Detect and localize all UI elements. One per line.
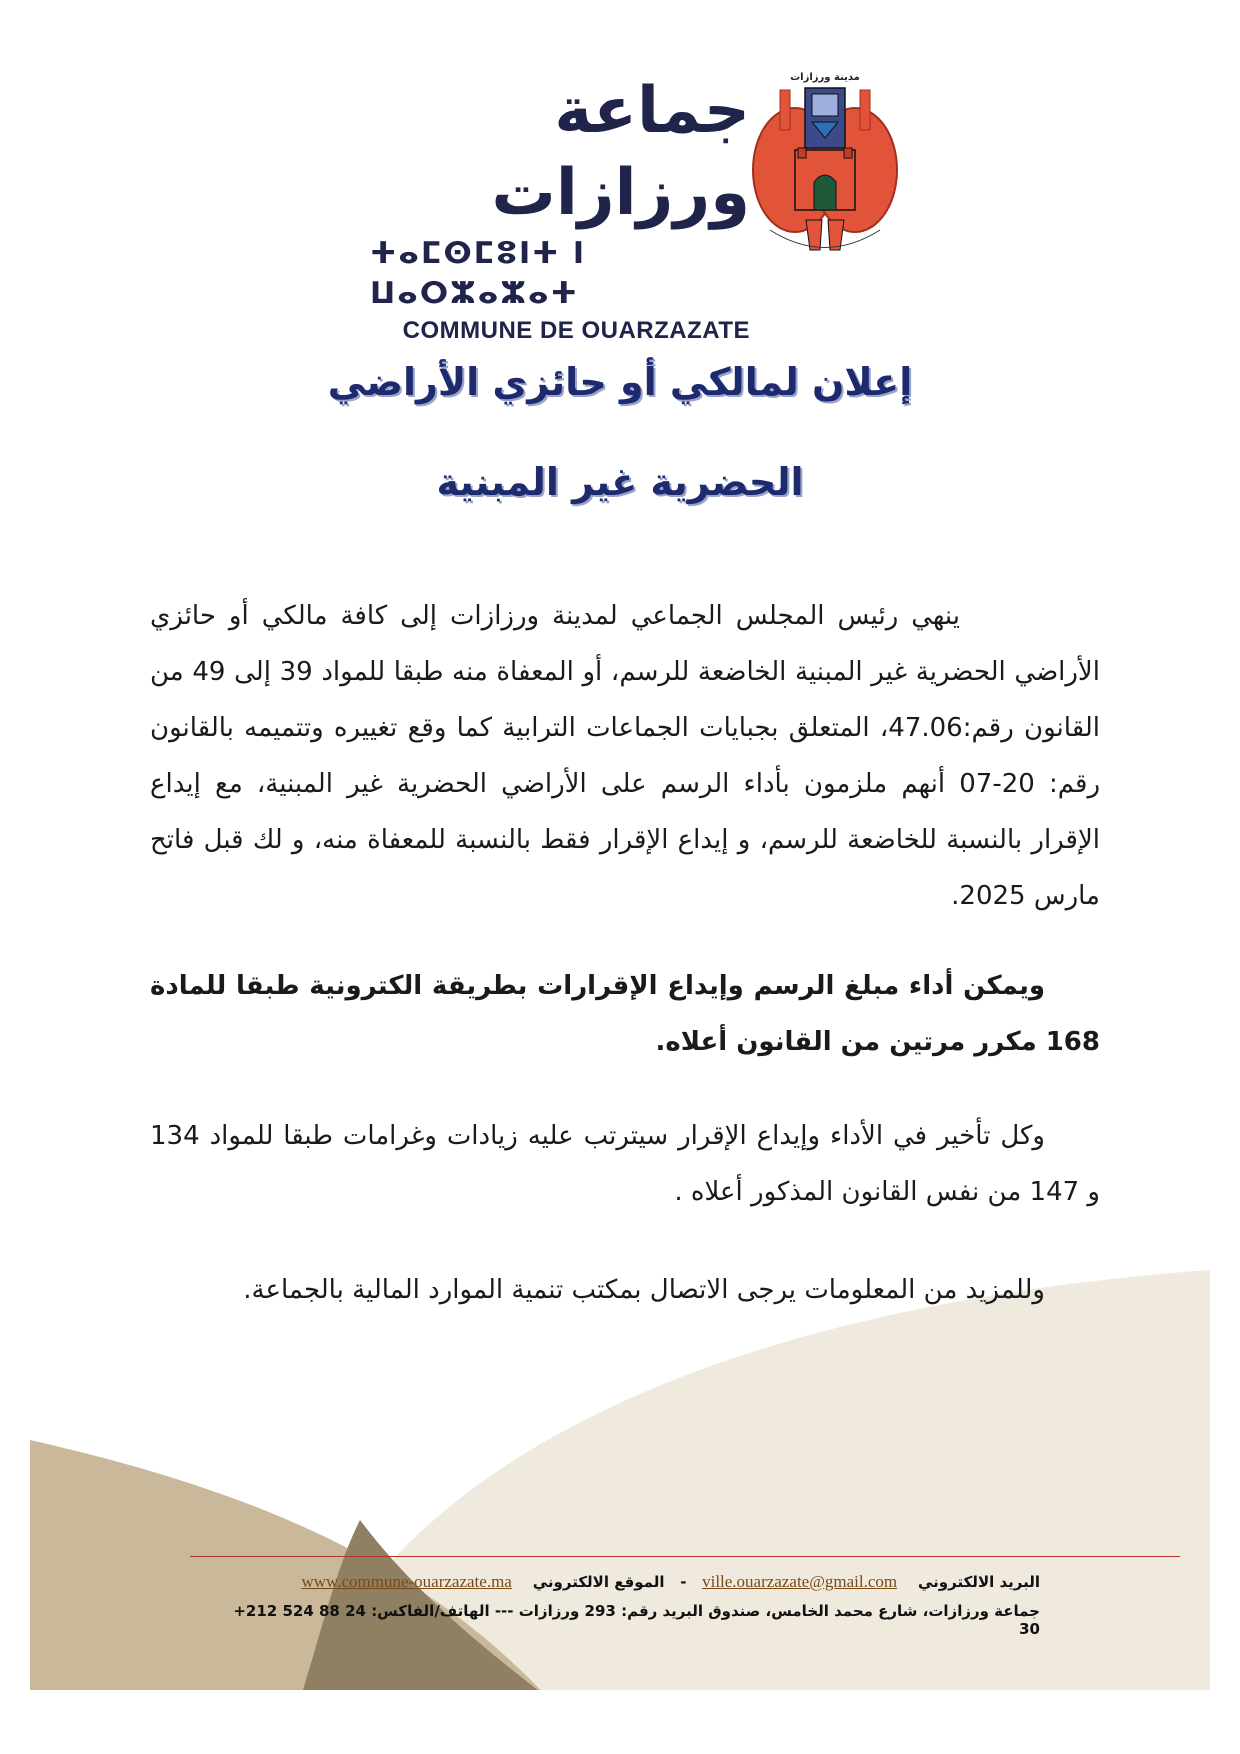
footer-phone: +212 524 88 24 30	[233, 1602, 1040, 1638]
announcement-paragraph-4: وللمزيد من المعلومات يرجى الاتصال بمكتب تنمية الموارد المالية بالجماعة.	[243, 1275, 1045, 1305]
emblem-icon	[750, 70, 900, 255]
announcement-paragraph-1: ينهي رئيس المجلس الجماعي لمدينة ورزازات إلى كافة مالكي أو حائزي الأراضي الحضرية غير المبنية الخاضعة للرسم، أو المعفاة منه طبقا للمواد 39 إلى 49 من القانون رقم:47.06، المتعلق بجبايات الجماعات الترابية كما وقع تغييره وتتميمه بالقانون رقم: 20-07 أنهم ملزمون بأداء الرسم على الأراضي الحضرية غير المبنية، مع إيداع الإقرار بالنسبة للخاضعة للرسم، و إيداع الإقرار فقط بالنسبة للمعفاة منه، و لك قبل فاتح مارس 2025.	[150, 601, 1101, 911]
header	[370, 70, 910, 344]
email-label: البريد الالكتروني	[918, 1573, 1040, 1591]
announcement-paragraph-2: ويمكن أداء مبلغ الرسم وإيداع الإقرارات بطريقة الكترونية طبقا للمادة 168 مكرر مرتين من القانون أعلاه.	[150, 971, 1100, 1057]
title-line-2: الحضرية غير المبنية	[436, 460, 804, 504]
title-line-1: إعلان لمالكي أو حائزي الأراضي	[327, 360, 913, 404]
footer-contact-line	[220, 1572, 1040, 1592]
email-link[interactable]: ville.ouarzazate@gmail.com	[702, 1572, 898, 1591]
announcement-paragraph-3: وكل تأخير في الأداء وإيداع الإقرار سيترتب عليه زيادات وغرامات طبقا للمواد 134 و 147 من نفس القانون المذكور أعلاه .	[150, 1121, 1100, 1207]
footer-separator: -	[680, 1573, 687, 1591]
commune-name-fr: COMMUNE DE OUARZAZATE	[402, 317, 750, 344]
commune-wordmark	[370, 70, 750, 348]
footer-divider	[190, 1556, 1180, 1557]
emblem-caption: مدينة ورزازات	[790, 72, 860, 83]
commune-name-tifinagh: ⵜⴰⵎⵙⵎⵓⵏⵜ ⵏ ⵡⴰⵔⵣⴰⵣⴰⵜ	[370, 236, 587, 311]
city-emblem	[750, 70, 900, 255]
commune-name-ar: جماعة ورزازات	[491, 74, 750, 230]
website-label: الموقع الالكتروني	[532, 1573, 665, 1591]
footer-address: جماعة ورزازات، شارع محمد الخامس، صندوق البريد رقم: 293 ورزازات --- الهاتف/الفاكس:	[371, 1602, 1040, 1620]
website-link[interactable]: www.commune-ouarzazate.ma	[301, 1572, 512, 1591]
footer-address-line	[220, 1602, 1040, 1638]
